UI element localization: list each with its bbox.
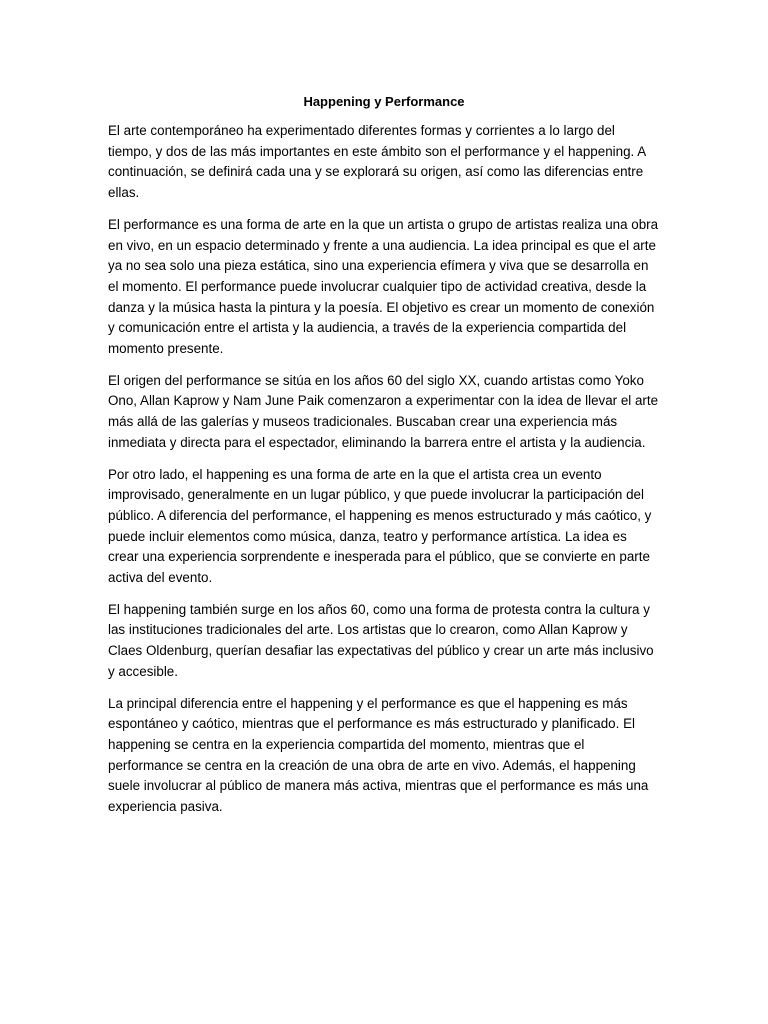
document-body <box>108 121 660 829</box>
paragraph-performance-origin: El origen del performance se sitúa en los años 60 del siglo XX, cuando artistas como Yoko Ono, Allan Kaprow y Nam June Paik comenzaron a experimentar con la idea de llevar el arte más allá de las galerías y museos tradicionales. Buscaban crear una experiencia más inmediata y directa para el espectador, eliminando la barrera entre el artista y la audiencia. <box>108 372 659 450</box>
paragraph-introduction: El arte contemporáneo ha experimentado diferentes formas y corrientes a lo largo del tiempo, y dos de las más importantes en este ámbito son el performance y el happening. A continuación, se definirá cada una y se explorará su origen, así como las diferencias entre ellas. <box>108 123 646 201</box>
paragraph-happening-origin: El happening también surge en los años 60, como una forma de protesta contra la cultura y las instituciones tradicionales del arte. Los artistas que lo crearon, como Allan Kaprow y Claes Oldenburg, querían desafiar las expectativas del público y crear un arte más inclusivo y accesible. <box>108 601 654 679</box>
paragraph-differences: La principal diferencia entre el happening y el performance es que el happening es más espontáneo y caótico, mientras que el performance es más estructurado y planificado. El happening se centra en la experiencia compartida del momento, mientras que el performance se centra en la creación de una obra de arte en vivo. Además, el happening suele involucrar al público de manera más activa, mientras que el performance es más una experiencia pasiva. <box>108 695 649 815</box>
paragraph-performance-definition: El performance es una forma de arte en la que un artista o grupo de artistas realiza una obra en vivo, en un espacio determinado y frente a una audiencia. La idea principal es que el arte ya no sea solo una pieza estática, sino una experiencia efímera y viva que se desarrolla en el momento. El performance puede involucrar cualquier tipo de actividad creativa, desde la danza y la música hasta la pintura y la poesía. El objetivo es crear un momento de conexión y comunicación entre el artista y la audiencia, a través de la experiencia compartida del momento presente. <box>108 216 659 357</box>
document-title: Happening y Performance <box>303 94 465 109</box>
paragraph-happening-definition: Por otro lado, el happening es una forma de arte en la que el artista crea un evento improvisado, generalmente en un lugar público, y que puede involucrar la participación del público. A diferencia del performance, el happening es menos estructurado y más caótico, y puede incluir elementos como música, danza, teatro y performance artística. La idea es crear una experiencia sorprendente e inesperada para el público, que se convierte en parte activa del evento. <box>108 466 652 586</box>
